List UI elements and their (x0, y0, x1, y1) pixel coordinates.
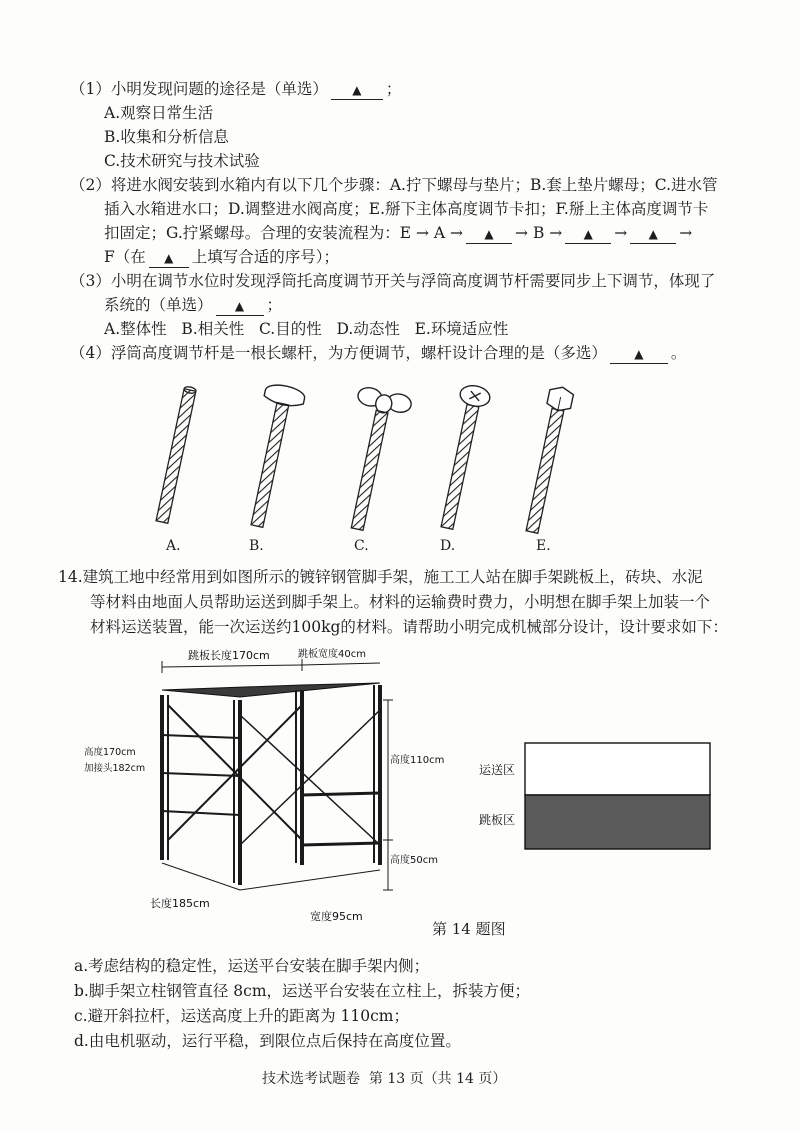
zone-diagram (475, 740, 715, 855)
board-length-label: 跳板长度170cm (188, 649, 270, 662)
q2-blank-3[interactable]: ▲ (630, 224, 676, 244)
q2-line2: 插入水箱进水口；D.调整进水阀高度；E.掰下主体高度调节卡扣；F.掰上主体高度调节卡 (104, 200, 709, 218)
q1-option-b: B.收集和分析信息 (104, 128, 229, 146)
height-170-label: 高度170cm (84, 747, 136, 758)
screw-options-figure (140, 380, 580, 540)
length-185-label: 长度185cm (150, 897, 210, 910)
q2-line4: F（在 ▲ 上填写合适的序号）； (104, 248, 340, 266)
q3-options: A.整体性 B.相关性 C.目的性 D.动态性 E.环境适应性 (104, 320, 509, 338)
q2-line1: （2）将进水阀安装到水箱内有以下几个步骤：A.拧下螺母与垫片；B.套上垫片螺母；C.进水管 (70, 176, 718, 194)
screw-a-plain-rod (156, 386, 196, 523)
screw-e-hex-head (520, 385, 574, 535)
q4-answer-blank[interactable]: ▲ (610, 344, 668, 364)
q14-line1: 14.建筑工地中经常用到如图所示的镀锌钢管脚手架，施工工人站在脚手架跳板上，砖块、水泥 (58, 568, 703, 586)
q2-blank-2[interactable]: ▲ (565, 224, 611, 244)
height-50-label: 高度50cm (390, 855, 438, 866)
q2-legend-blank: ▲ (149, 248, 189, 268)
screw-d-cross-head (432, 383, 491, 531)
q2-blank-1[interactable]: ▲ (466, 224, 512, 244)
q3-answer-blank[interactable]: ▲ (216, 296, 264, 316)
screw-label-e: E. (536, 538, 551, 554)
screw-b-round-head (237, 382, 306, 530)
q1-option-a: A.观察日常生活 (104, 104, 214, 122)
q4-stem-line: （4）浮筒高度调节杆是一根长螺杆，为方便调节，螺杆设计合理的是（多选） ▲ 。 (70, 344, 687, 362)
q3-line1: （3）小明在调节水位时发现浮筒托高度调节开关与浮筒高度调节杆需要同步上下调节，体现了 (70, 272, 716, 290)
q1-stem: （1）小明发现问题的途径是（单选） (70, 80, 328, 98)
board-zone (525, 795, 710, 849)
board-zone-label: 跳板区 (479, 813, 516, 827)
screw-c-wing-head (331, 386, 413, 535)
screw-label-d: D. (440, 538, 456, 554)
screw-label-a: A. (166, 538, 181, 554)
screw-label-c: C. (354, 538, 369, 554)
requirement-b: b.脚手架立柱钢管直径 8cm，运送平台安装在立柱上，拆装方便； (74, 982, 531, 1000)
transport-zone-label: 运送区 (479, 763, 516, 777)
q1-stem-line: （1）小明发现问题的途径是（单选） ▲ ； (70, 80, 402, 98)
requirement-a: a.考虑结构的稳定性，运送平台安装在脚手架内侧； (74, 957, 430, 975)
height-182-label: 加接头182cm (84, 763, 146, 774)
q14-line3: 材料运送装置，能一次运送约100kg的材料。请帮助小明完成机械部分设计，设计要求如下： (90, 618, 728, 636)
board-width-label: 跳板宽度40cm (298, 649, 366, 660)
q14-line2: 等材料由地面人员帮助运送到脚手架上。材料的运输费时费力，小明想在脚手架上加装一个 (90, 593, 711, 611)
figure-caption: 第 14 题图 (432, 920, 506, 938)
q3-line2: 系统的（单选） ▲ ； (104, 296, 283, 314)
height-110-label: 高度110cm (390, 755, 445, 766)
q1-option-c: C.技术研究与技术试验 (104, 152, 260, 170)
requirement-c: c.避开斜拉杆，运送高度上升的距离为 110cm； (74, 1007, 409, 1025)
scaffold-figure (80, 645, 460, 930)
screw-label-b: B. (249, 538, 264, 554)
page-footer: 技术选考试题卷 第 13 页（共 14 页） (262, 1071, 507, 1087)
transport-zone (525, 743, 710, 795)
q1-answer-blank[interactable]: ▲ (331, 80, 383, 100)
requirement-d: d.由电机驱动，运行平稳，到限位点后保持在高度位置。 (74, 1032, 461, 1050)
scaffold-board (162, 683, 380, 697)
q2-line3: 扣固定；G.拧紧螺母。合理的安装流程为：E → A → ▲ → B → ▲ → ▲ → (104, 224, 693, 242)
width-95-label: 宽度95cm (310, 910, 363, 923)
